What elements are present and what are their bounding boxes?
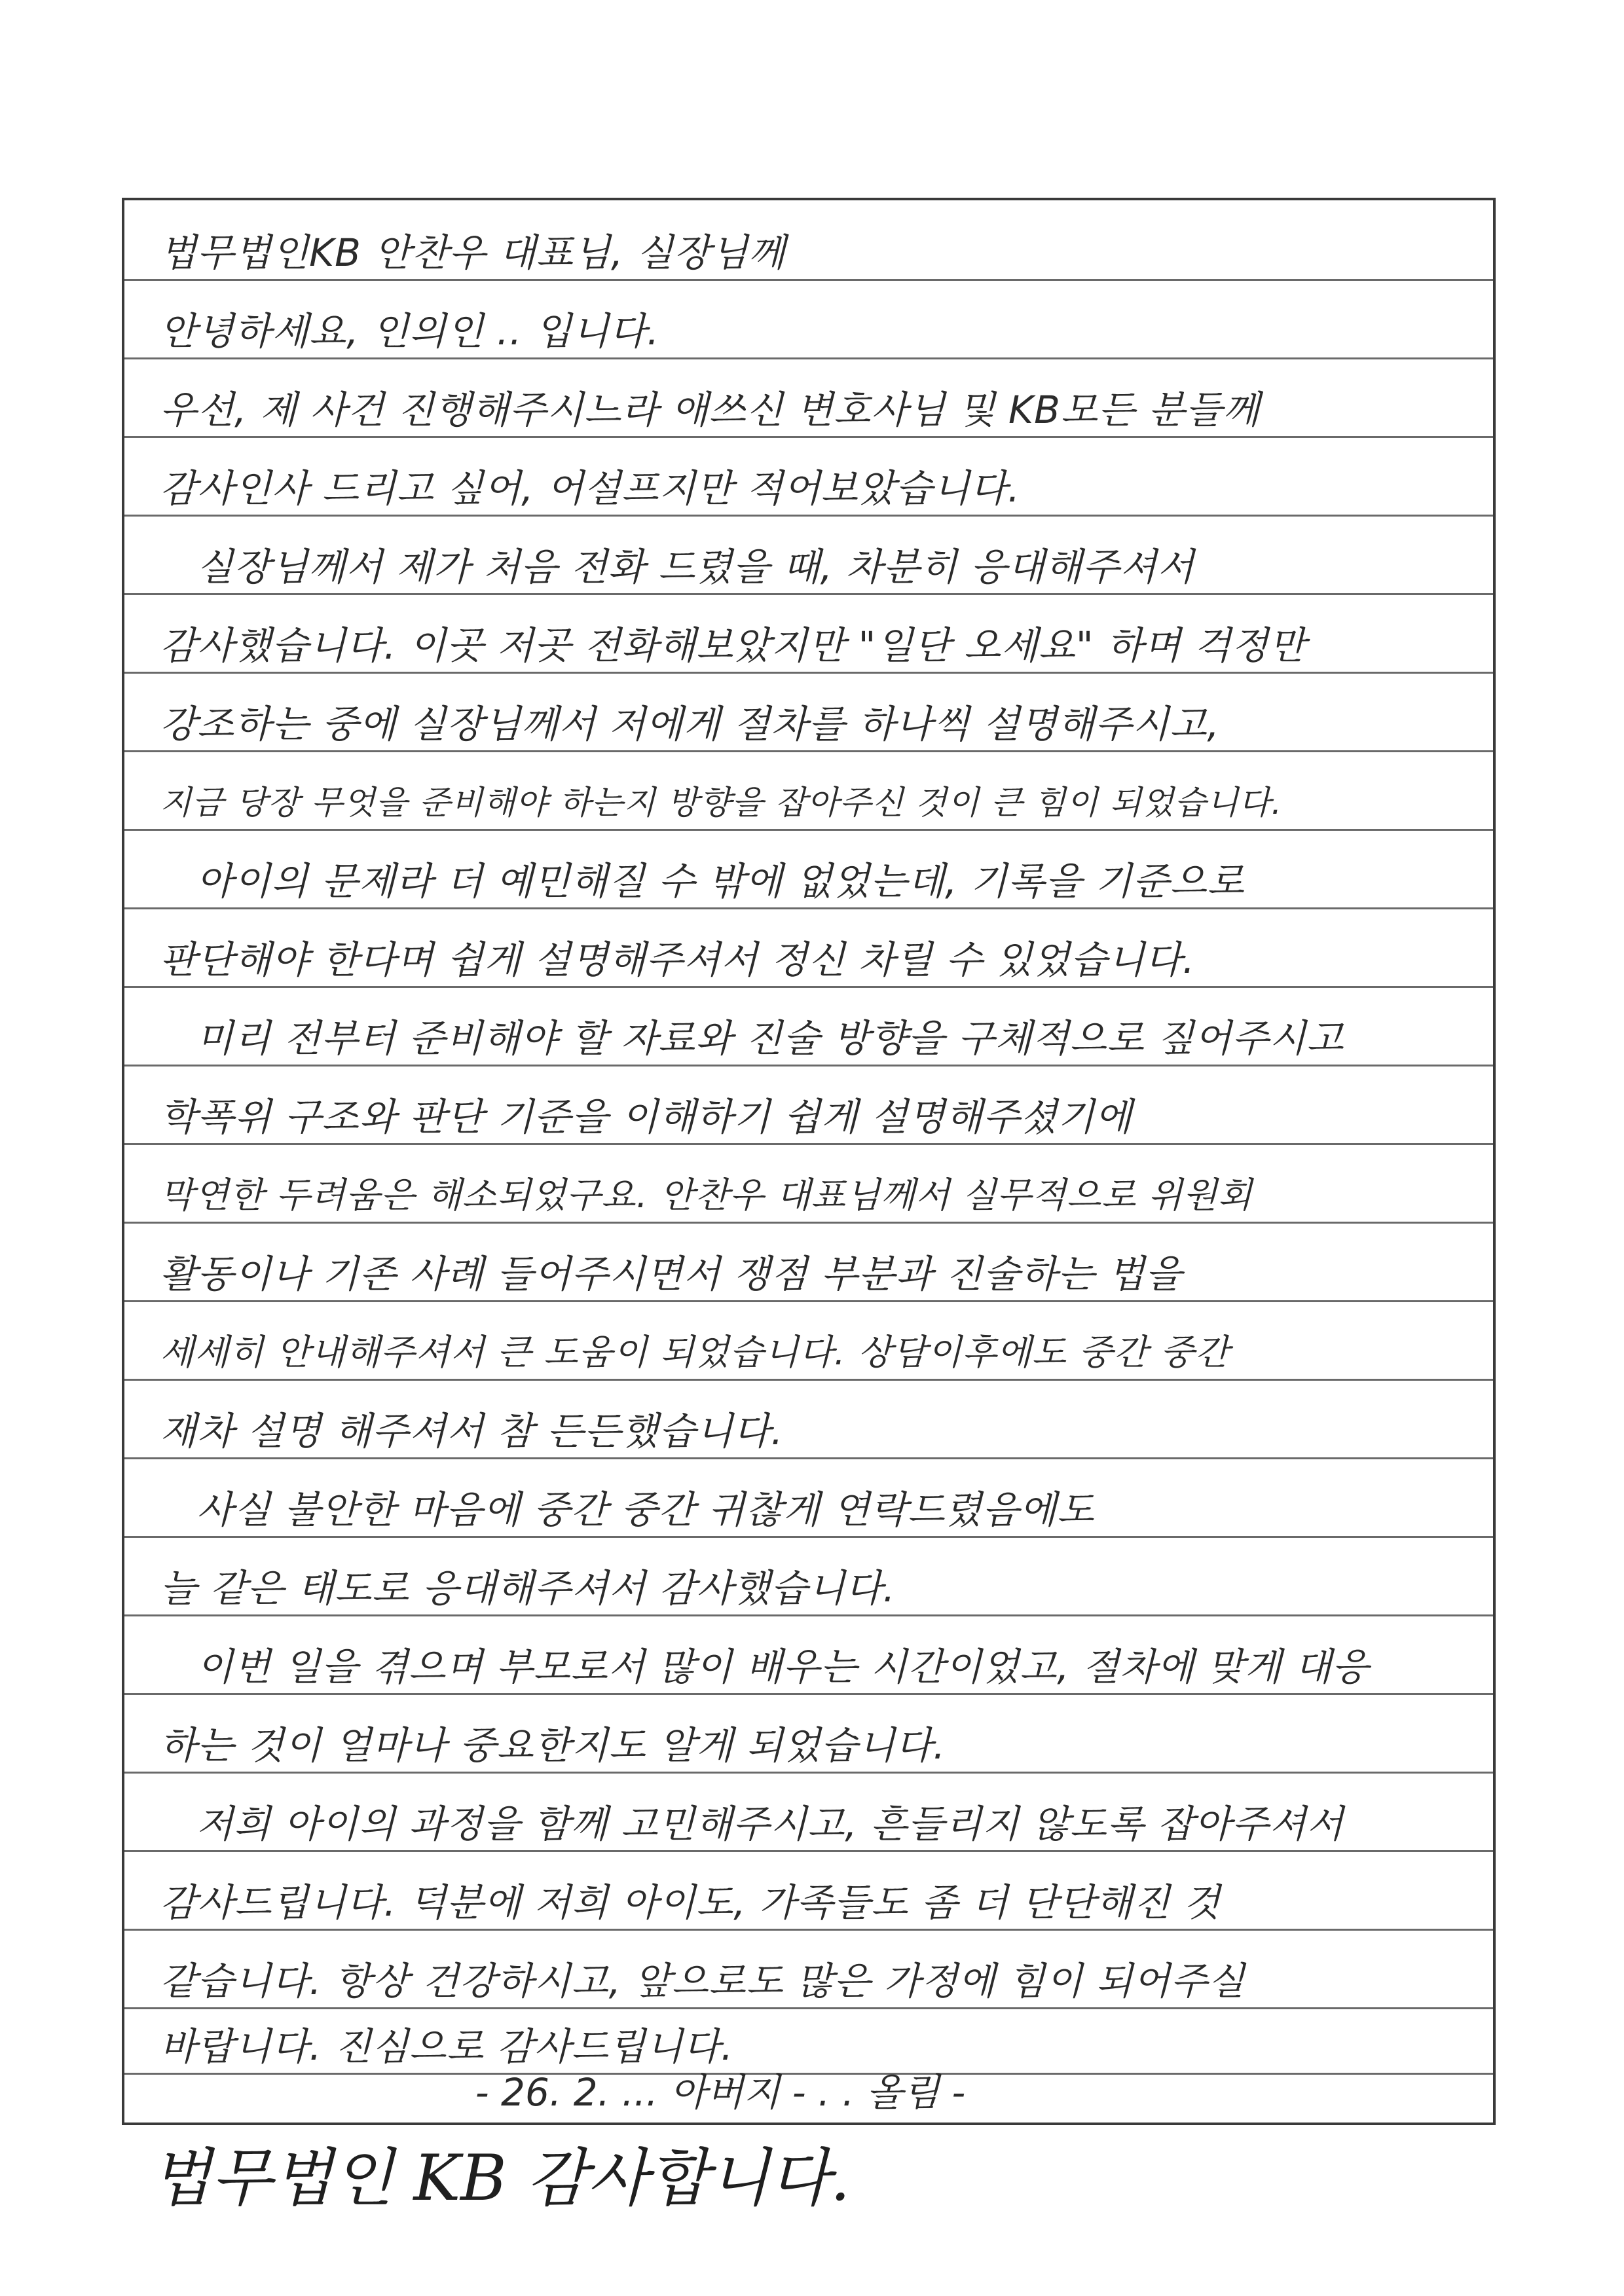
- letter-line: 같습니다. 항상 건강하시고, 앞으로도 많은 가정에 힘이 되어주실: [160, 1959, 1246, 2003]
- ruled-line: [124, 1850, 1493, 1852]
- ruled-line: [124, 1379, 1493, 1381]
- letter-line: 학폭위 구조와 판단 기준을 이해하기 쉽게 설명해주셨기에: [160, 1095, 1133, 1139]
- letter-line: 사실 불안한 마음에 중간 중간 귀찮게 연락드렸음에도: [196, 1487, 1095, 1532]
- ruled-line: [124, 1457, 1493, 1459]
- ruled-line: [124, 1065, 1493, 1066]
- letter-line-salutation: 법무법인KB 안찬우 대표님, 실장님께: [160, 230, 786, 275]
- letter-line: 안녕하세요, 인의인 .. 입니다.: [160, 309, 660, 354]
- ruled-line: [124, 829, 1493, 831]
- letter-line: 감사했습니다. 이곳 저곳 전화해보았지만 "일단 오세요" 하며 걱정만: [160, 623, 1306, 668]
- letter-sheet: [122, 198, 1496, 2125]
- letter-closing: - 26. 2. ... 아버지 - . . 올림 -: [475, 2070, 966, 2115]
- letter-line: 바랍니다. 진심으로 감사드립니다.: [160, 2024, 734, 2069]
- ruled-line: [124, 1222, 1493, 1224]
- letter-line: 세세히 안내해주셔서 큰 도움이 되었습니다. 상담이후에도 중간 중간: [160, 1332, 1230, 1373]
- letter-line: 미리 전부터 준비해야 할 자료와 진술 방향을 구체적으로 짚어주시고: [196, 1016, 1344, 1061]
- letter-line: 감사인사 드리고 싶어, 어설프지만 적어보았습니다.: [160, 466, 1021, 511]
- ruled-line: [124, 1143, 1493, 1145]
- ruled-line: [124, 1693, 1493, 1695]
- ruled-line: [124, 357, 1493, 359]
- ruled-line: [124, 750, 1493, 752]
- letter-line: 우선, 제 사건 진행해주시느라 애쓰신 변호사님 및 KB모든 분들께: [160, 388, 1261, 432]
- letter-line: 실장님께서 제가 처음 전화 드렸을 때, 차분히 응대해주셔서: [196, 545, 1195, 589]
- letter-line: 막연한 두려움은 해소되었구요. 안찬우 대표님께서 실무적으로 위원회: [160, 1175, 1253, 1216]
- ruled-line: [124, 986, 1493, 988]
- ruled-line: [124, 1614, 1493, 1616]
- ruled-line: [124, 1929, 1493, 1931]
- ruled-line: [124, 1300, 1493, 1302]
- ruled-line: [124, 279, 1493, 281]
- letter-line: 늘 같은 태도로 응대해주셔서 감사했습니다.: [160, 1566, 896, 1611]
- ruled-line: [124, 1772, 1493, 1774]
- ruled-line: [124, 1536, 1493, 1538]
- letter-line: 이번 일을 겪으며 부모로서 많이 배우는 시간이었고, 절차에 맞게 대응: [196, 1645, 1370, 1689]
- letter-line: 아이의 문제라 더 예민해질 수 밖에 없었는데, 기록을 기준으로: [196, 859, 1245, 903]
- ruled-line: [124, 907, 1493, 909]
- ruled-line: [124, 436, 1493, 438]
- ruled-line: [124, 593, 1493, 595]
- letter-line: 하는 것이 얼마나 중요한지도 알게 되었습니다.: [160, 1723, 946, 1768]
- letter-line: 판단해야 한다며 쉽게 설명해주셔서 정신 차릴 수 있었습니다.: [160, 938, 1196, 982]
- ruled-line: [124, 2007, 1493, 2009]
- signature-handwritten: 법무법인 KB 감사합니다.: [151, 2141, 851, 2215]
- letter-line: 지금 당장 무엇을 준비해야 하는지 방향을 잡아주신 것이 큰 힘이 되었습니다.: [160, 784, 1283, 822]
- ruled-line: [124, 672, 1493, 674]
- letter-line: 저희 아이의 과정을 함께 고민해주시고, 흔들리지 않도록 잡아주셔서: [196, 1802, 1344, 1846]
- letter-line: 감사드립니다. 덕분에 저희 아이도, 가족들도 좀 더 단단해진 것: [160, 1880, 1221, 1925]
- ruled-line: [124, 515, 1493, 517]
- letter-line: 강조하는 중에 실장님께서 저에게 절차를 하나씩 설명해주시고,: [160, 702, 1220, 746]
- letter-line: 활동이나 기존 사례 들어주시면서 쟁점 부분과 진술하는 법을: [160, 1252, 1183, 1296]
- letter-line: 재차 설명 해주셔서 참 든든했습니다.: [160, 1409, 784, 1453]
